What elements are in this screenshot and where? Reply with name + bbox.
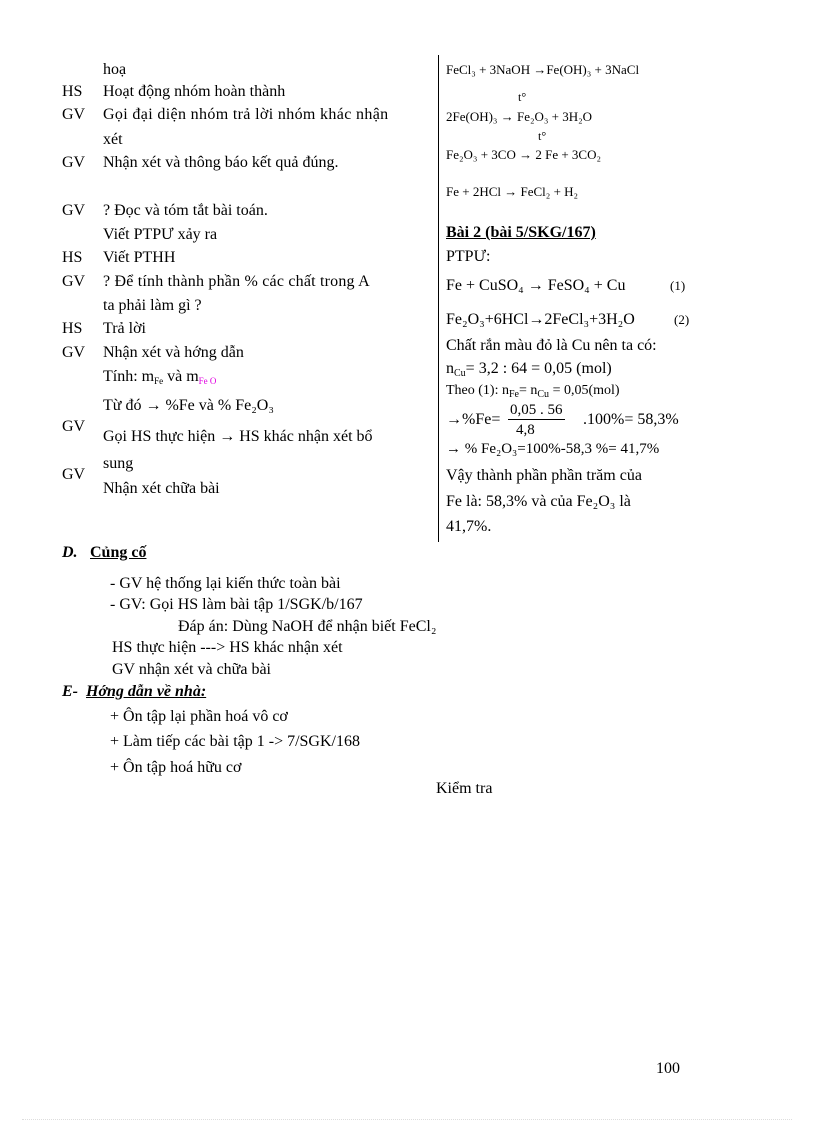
role-label: GV — [62, 273, 86, 290]
theo-sub-fe: Fe — [508, 389, 519, 400]
equation-1: FeCl₃ + 3NaOH →Fe(OH)₃ + 3NaCl — [446, 62, 640, 77]
theo-a: Theo (1): n — [446, 383, 509, 398]
ncu-rest: = 3,2 : 64 = 0,05 (mol) — [465, 360, 612, 377]
role-label: HS — [62, 320, 83, 337]
conclusion-line-1: Vậy thành phần phần trăm của — [446, 467, 642, 484]
ncu-sub: Cu — [454, 368, 466, 379]
role-label: GV — [62, 202, 86, 219]
ncu-n: n — [446, 360, 454, 377]
ptpu-label: PTPƯ: — [446, 248, 491, 265]
tinh-label: Tính: m — [103, 368, 155, 385]
equation-4: Fe + 2HCl → FeCl₂ + H₂ — [446, 184, 579, 199]
section-d-letter: D. — [62, 544, 78, 561]
conclusion-line-2: Fe là: 58,3% và của Fe₂O₃ là — [446, 493, 631, 510]
reaction-1-number: (1) — [670, 278, 686, 293]
reaction-1: Fe + CuSO₄ → FeSO₄ + Cu — [446, 277, 626, 294]
left-line-1: Hoạt động nhóm hoàn thành — [103, 83, 286, 100]
equation-3: Fe₂O₃ + 3CO → 2 Fe + 3CO₂ — [446, 147, 602, 162]
theo-c: = 0,05(mol) — [549, 383, 620, 398]
left-line-6: Viết PTPƯ xảy ra — [103, 226, 218, 243]
role-label: GV — [62, 418, 86, 435]
cung-co-line-4: HS thực hiện ---> HS khác nhận xét — [112, 639, 343, 656]
tinh-sub-fe2o3: Fe O — [198, 376, 217, 386]
kiem-tra-heading: Kiểm tra — [436, 780, 493, 797]
section-d-title: Củng cố — [90, 544, 147, 561]
tinh-line — [103, 368, 216, 386]
cung-co-line-1: - GV hệ thống lại kiến thức toàn bài — [110, 575, 341, 592]
chua-bai-line: Nhận xét chữa bài — [103, 480, 220, 497]
goi-hs-line: Gọi HS thực hiện → HS khác nhận xét bổ — [103, 428, 373, 445]
bo-sung-line: sung — [103, 455, 134, 472]
homework-line-1: + Ôn tập lại phần hoá vô cơ — [110, 708, 288, 725]
theo-b: = n — [518, 383, 538, 398]
tinh-mid: và m — [163, 368, 199, 385]
left-line-4: Nhận xét và thông báo kết quả đúng. — [103, 154, 339, 171]
fraction — [508, 402, 584, 442]
reaction-2: Fe₂O₃+6HCl→2FeCl₃+3H₂O — [446, 311, 635, 328]
left-line-11: Nhận xét và hớng dẫn — [103, 344, 244, 361]
reaction-2-number: (2) — [674, 312, 690, 327]
page-bottom-border — [22, 1119, 792, 1120]
left-line-9: ta phải làm gì ? — [103, 297, 202, 314]
cung-co-line-3: Đáp án: Dùng NaOH để nhận biết FeCl₂ — [178, 618, 437, 635]
role-label: GV — [62, 344, 86, 361]
chat-ran-line: Chất rắn màu đỏ là Cu nên ta có: — [446, 337, 657, 354]
homework-line-2: + Làm tiếp các bài tập 1 -> 7/SGK/168 — [110, 733, 360, 750]
role-label: HS — [62, 83, 83, 100]
tinh-sub-fe: Fe — [154, 376, 164, 386]
role-label: GV — [62, 466, 86, 483]
percent-fe-result: .100%= 58,3% — [583, 411, 679, 428]
left-line-7: Viết PTHH — [103, 249, 176, 266]
section-e-letter: E- — [62, 683, 78, 700]
exercise-2-heading: Bài 2 (bài 5/SKG/167) — [446, 224, 596, 241]
left-line-5: ? Đọc và tóm tắt bài toán. — [103, 202, 268, 219]
percent-fe2o3-line: → % Fe₂O₃=100%-58,3 %= 41,7% — [446, 441, 660, 457]
left-line-3: xét — [103, 131, 123, 148]
column-divider — [438, 55, 439, 542]
fraction-denominator: 4,8 — [516, 422, 535, 438]
section-e-title: Hớng dẫn về nhà: — [86, 683, 207, 700]
left-line-0: hoạ — [103, 61, 127, 78]
conclusion-line-3: 41,7%. — [446, 518, 492, 535]
fraction-numerator: 0,05 . 56 — [510, 402, 563, 418]
tu-do-line: Từ đó → %Fe và % Fe₂O₃ — [103, 397, 274, 414]
role-label: HS — [62, 249, 83, 266]
cung-co-line-2: - GV: Gọi HS làm bài tập 1/SGK/b/167 — [110, 596, 363, 613]
cung-co-line-5: GV nhận xét và chữa bài — [112, 661, 271, 678]
percent-fe-prefix: →%Fe= — [446, 411, 501, 428]
temperature-label: t° — [518, 90, 527, 104]
temperature-label: t° — [538, 129, 547, 143]
role-label: GV — [62, 106, 86, 123]
theo-sub-cu: Cu — [537, 389, 550, 400]
theo-line — [446, 383, 620, 401]
equation-2: 2Fe(OH)₃ → Fe₂O₃ + 3H₂O — [446, 109, 593, 124]
role-label: GV — [62, 154, 86, 171]
ncu-line — [446, 360, 612, 380]
page-number: 100 — [656, 1060, 680, 1077]
left-line-8: ? Để tính thành phần % các chất trong A — [103, 273, 370, 290]
homework-line-3: + Ôn tập hoá hữu cơ — [110, 759, 242, 776]
left-line-10: Trả lời — [103, 320, 146, 337]
left-line-2: Gọi đại diện nhóm trả lời nhóm khác nhận — [103, 106, 389, 123]
